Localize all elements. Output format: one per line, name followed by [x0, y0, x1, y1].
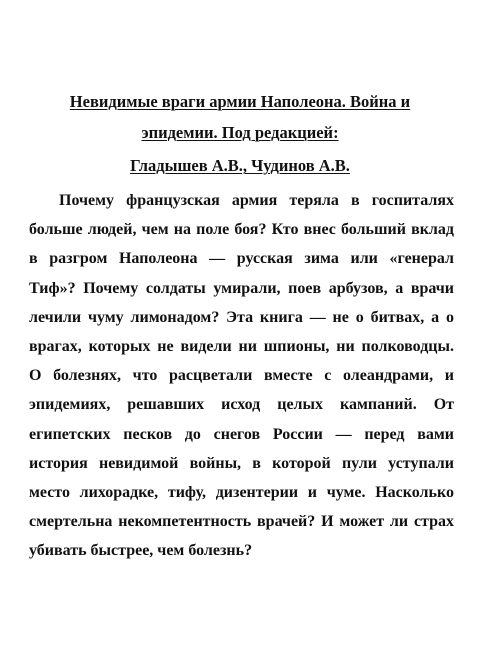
paragraph-line: смертельна некомпетентность врачей? И может ли страх — [29, 513, 454, 531]
paragraph-line: врагах, которых не видели ни шпионы, ни полководцы. — [29, 338, 454, 356]
paragraph-line: египетских песков до снегов России — перед вами — [29, 425, 454, 443]
paragraph-line: Почему французская армия теряла в госпиталях — [59, 192, 454, 209]
paragraph-line: убивать быстрее, чем болезнь? — [29, 542, 253, 560]
paragraph-line: история невидимой войны, в которой пули уступали — [29, 454, 454, 472]
body-paragraph — [29, 186, 454, 566]
paragraph-line: эпидемиях, решавших исход целых кампаний. От — [29, 396, 454, 414]
title-line-1: Невидимые враги армии Наполеона. Война и — [69, 92, 411, 111]
paragraph-line: место лихорадке, тифу, дизентерии и чуме. Насколько — [29, 484, 454, 502]
paragraph-line: О болезнях, что расцветали вместе с олеандрами, и — [29, 367, 454, 385]
title-line-2: эпидемии. Под редакцией: — [141, 123, 339, 142]
paragraph-line: лечили чуму лимонадом? Эта книга — не о битвах, а о — [29, 308, 454, 326]
authors: Гладышев А.В., Чудинов А.В. — [130, 156, 350, 175]
paragraph-line: больше людей, чем на поле боя? Кто внес больший вклад — [29, 221, 454, 239]
paragraph-line: в разгром Наполеона — русская зима или «генерал — [29, 250, 454, 268]
paragraph-line: Тиф»? Почему солдаты умирали, поев арбузов, а врачи — [29, 279, 454, 297]
title-block — [40, 86, 440, 181]
